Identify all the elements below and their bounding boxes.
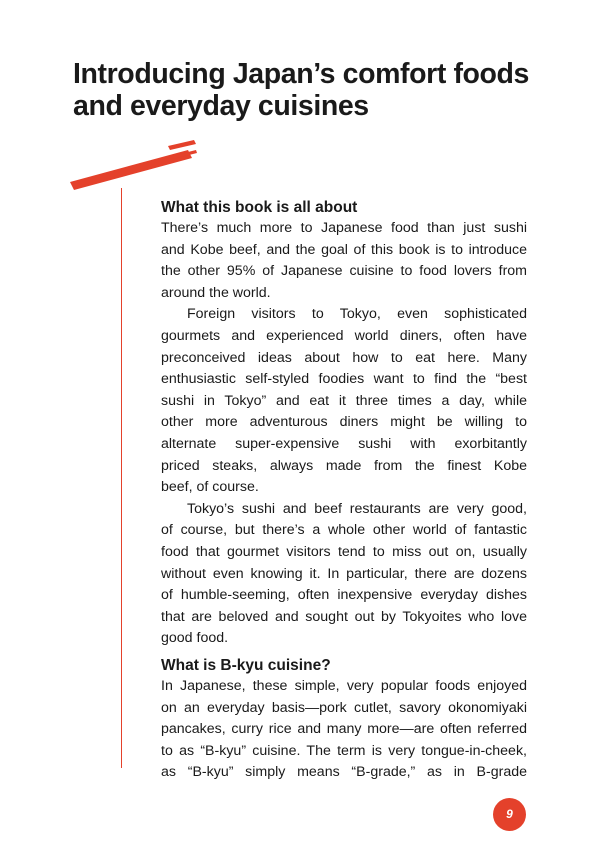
paragraph [161, 304, 527, 498]
text-line: priced steaks, always made from the finest Kobe [161, 457, 527, 474]
text-line: to as “B-kyu” cuisine. The term is very tongue-in-cheek, [161, 742, 527, 759]
text-line: beef, of course. [161, 479, 259, 496]
text-line: gourmets and experienced world diners, often have [161, 327, 527, 344]
section-about [161, 198, 527, 650]
text-line: of humble-seeming, often inexpensive everyday dishes [161, 587, 527, 604]
text-line: In Japanese, these simple, very popular foods enjoyed [161, 678, 527, 694]
paragraph [161, 218, 527, 304]
paragraph [161, 499, 527, 650]
text-line: other more adventurous diners might be willing to [161, 414, 527, 431]
section-bkyu [161, 656, 527, 784]
text-line: good food. [161, 630, 229, 647]
text-line: the other 95% of Japanese cuisine to food lovers from [161, 263, 527, 280]
title-line-1: Introducing Japan’s comfort foods [73, 58, 530, 90]
text-line: preconceived ideas about how to eat here. Many [161, 349, 527, 366]
section-heading-about: What this book is all about [161, 199, 358, 216]
text-line: sushi in Tokyo” and eat it three times a day, while [161, 392, 527, 409]
text-line: as “B-kyu” simply means “B-grade,” as in B-grade [161, 764, 527, 781]
text-line: Tokyo’s sushi and beef restaurants are very good, [187, 500, 527, 517]
text-line: that are beloved and sought out by Tokyoites who love [161, 608, 527, 625]
section-heading-bkyu: What is B-kyu cuisine? [161, 657, 331, 674]
text-line: and Kobe beef, and the goal of this book is to introduce [161, 241, 527, 258]
text-line: without even knowing it. In particular, there are dozens [161, 565, 527, 582]
text-line: There’s much more to Japanese food than just sushi [161, 220, 527, 236]
text-line: on an everyday basis—pork cutlet, savory okonomiyaki [161, 699, 527, 716]
paragraph [161, 676, 527, 784]
page-number: 9 [493, 798, 526, 831]
text-line: food that gourmet visitors tend to miss out on, usually [161, 543, 527, 560]
margin-rule [121, 188, 122, 768]
text-line: of course, but there’s a whole other world of fantastic [161, 522, 527, 539]
text-line: Foreign visitors to Tokyo, even sophisticated [187, 306, 527, 323]
text-line: around the world. [161, 284, 271, 301]
text-line: pancakes, curry rice and many more—are often referred [161, 721, 527, 738]
title-line-2: and everyday cuisines [73, 90, 369, 122]
page-title [73, 58, 543, 122]
text-line: alternate super-expensive sushi with exorbitantly [161, 435, 527, 452]
text-line: enthusiastic self-styled foodies want to find the “best [161, 371, 527, 388]
chopsticks-icon [68, 138, 198, 198]
